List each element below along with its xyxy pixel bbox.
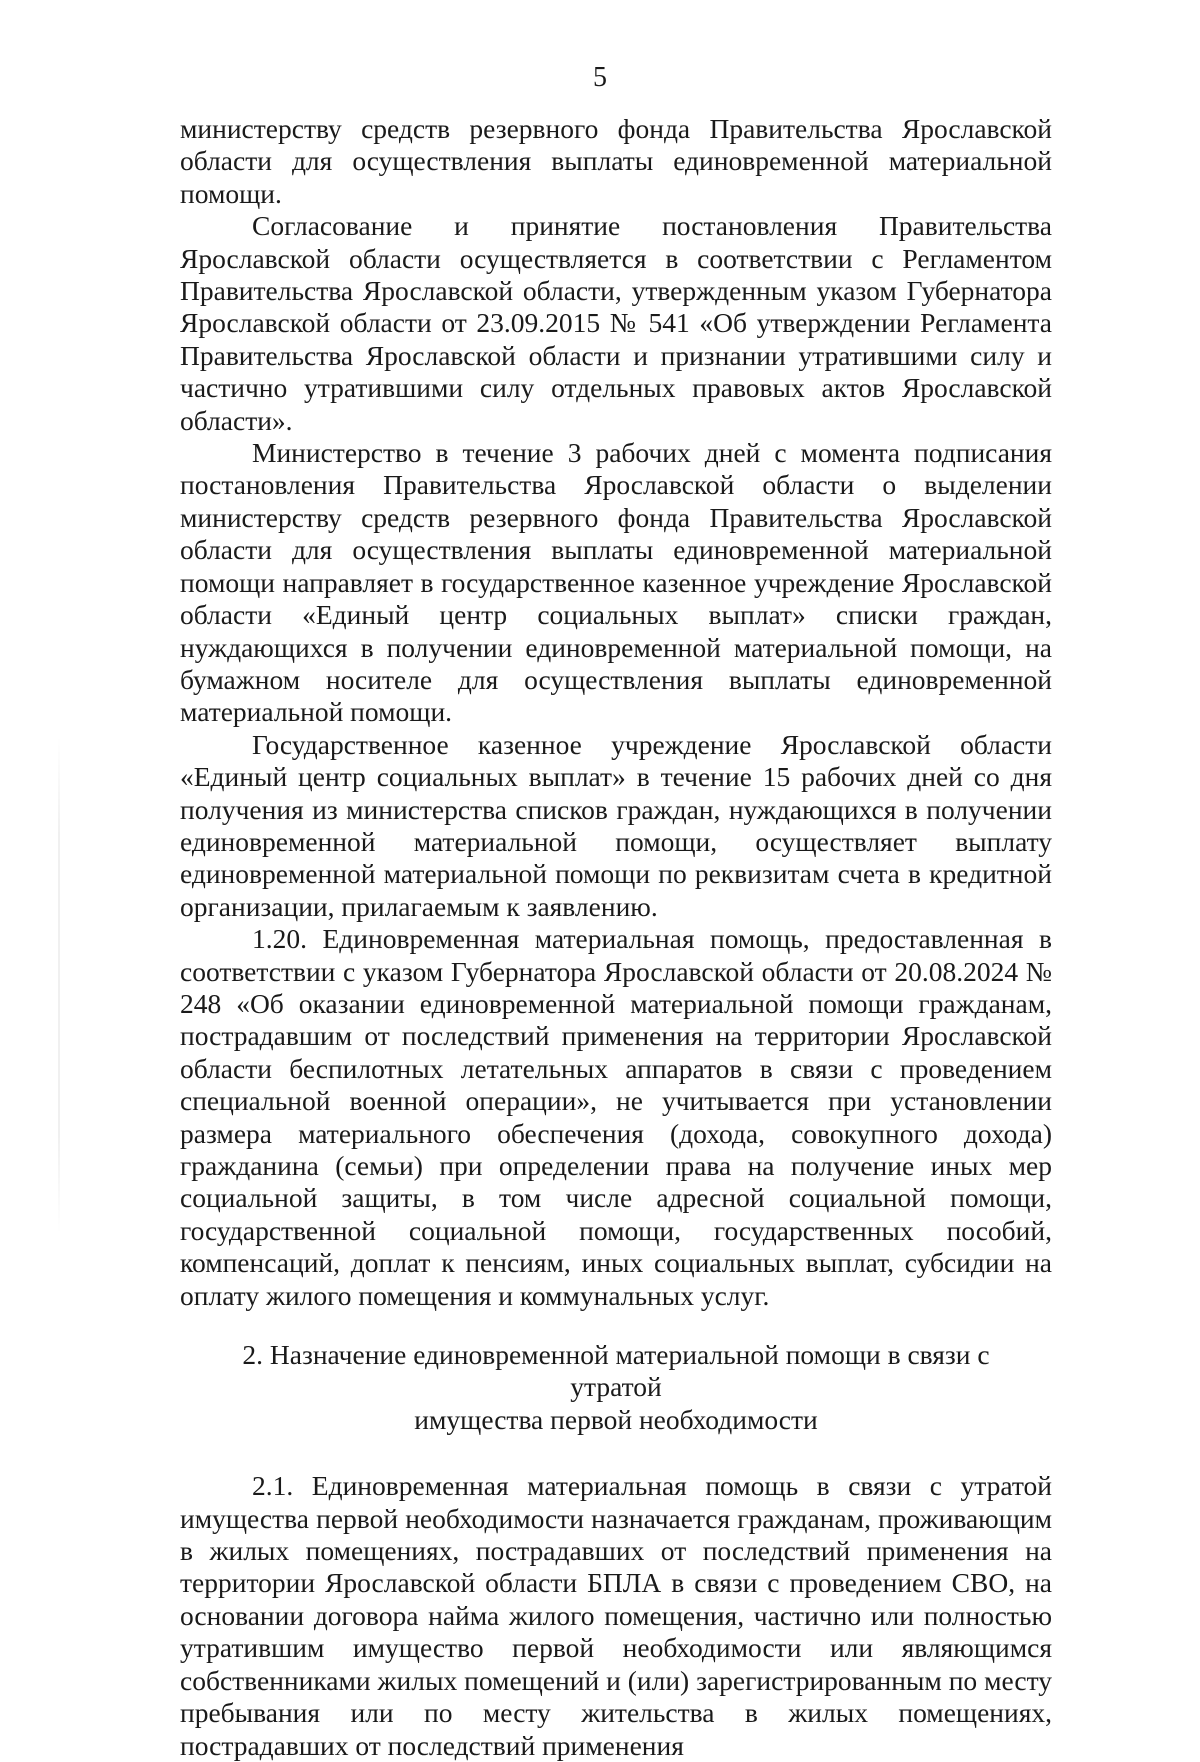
section-heading-line-2: имущества первой необходимости bbox=[414, 1403, 818, 1435]
section-heading-line-1: 2. Назначение единовременной материальной помощи в связи с утратой bbox=[242, 1339, 990, 1403]
page-number: 5 bbox=[593, 62, 607, 93]
scan-margin-mark bbox=[58, 735, 60, 1235]
paragraph-1: министерству средств резервного фонда Правительства Ярославской области для осуществления выплаты единовременной материальной помощи. bbox=[180, 113, 1052, 209]
paragraph-6: 2.1. Единовременная материальная помощь в связи с утратой имущества первой необходимости назначается гражданам, проживающим в жилых помещениях, пострадавших от последствий применения на территории Ярославской области БПЛА в связи с проведением СВО, на основании договора найма жилого помещения, частично или полностью утратившим имущество первой необходимости или являющимся собственниками жилых помещений и (или) зарегистрированным по месту пребывания или по месту жительства в жилых помещениях, пострадавших от последствий применения bbox=[180, 1470, 1052, 1761]
paragraph-4: Государственное казенное учреждение Ярославской области «Единый центр социальных выплат» в течение 15 рабочих дней со дня получения из министерства списков граждан, нуждающихся в получении единовременной материальной помощи, осуществляет выплату единовременной материальной помощи по реквизитам счета в кредитной организации, прилагаемым к заявлению. bbox=[180, 728, 1052, 922]
section-heading bbox=[180, 1339, 1052, 1436]
paragraph-3: Министерство в течение 3 рабочих дней с момента подписания постановления Правительства Ярославской области о выделении министерству средств резервного фонда Правительства Ярославской области для осуществления выплаты единовременной материальной помощи направляет в государственное казенное учреждение Ярославской области «Единый центр социальных выплат» списки граждан, нуждающихся в получении единовременной материальной помощи, на бумажном носителе для осуществления выплаты единовременной материальной помощи. bbox=[180, 437, 1052, 728]
paragraph-2: Согласование и принятие постановления Правительства Ярославской области осуществляется в соответствии с Регламентом Правительства Ярославской области, утвержденным указом Губернатора Ярославской области от 23.09.2015 № 541 «Об утверждении Регламента Правительства Ярославской области и признании утратившими силу и частично утратившими силу отдельных правовых актов Ярославской области». bbox=[180, 210, 1052, 436]
paragraph-5: 1.20. Единовременная материальная помощь, предоставленная в соответствии с указом Губернатора Ярославской области от 20.08.2024 № 248 «Об оказании единовременной материальной помощи гражданам, пострадавшим от последствий применения на территории Ярославской области беспилотных летательных аппаратов в связи с проведением специальной военной операции», не учитывается при установлении размера материального обеспечения (дохода, совокупного дохода) гражданина (семьи) при определении права на получение иных мер социальной защиты, в том числе адресной социальной помощи, государственной социальной помощи, государственных пособий, компенсаций, доплат к пенсиям, иных социальных выплат, субсидии на оплату жилого помещения и коммунальных услуг. bbox=[180, 923, 1052, 1311]
document-body bbox=[180, 113, 1052, 1762]
